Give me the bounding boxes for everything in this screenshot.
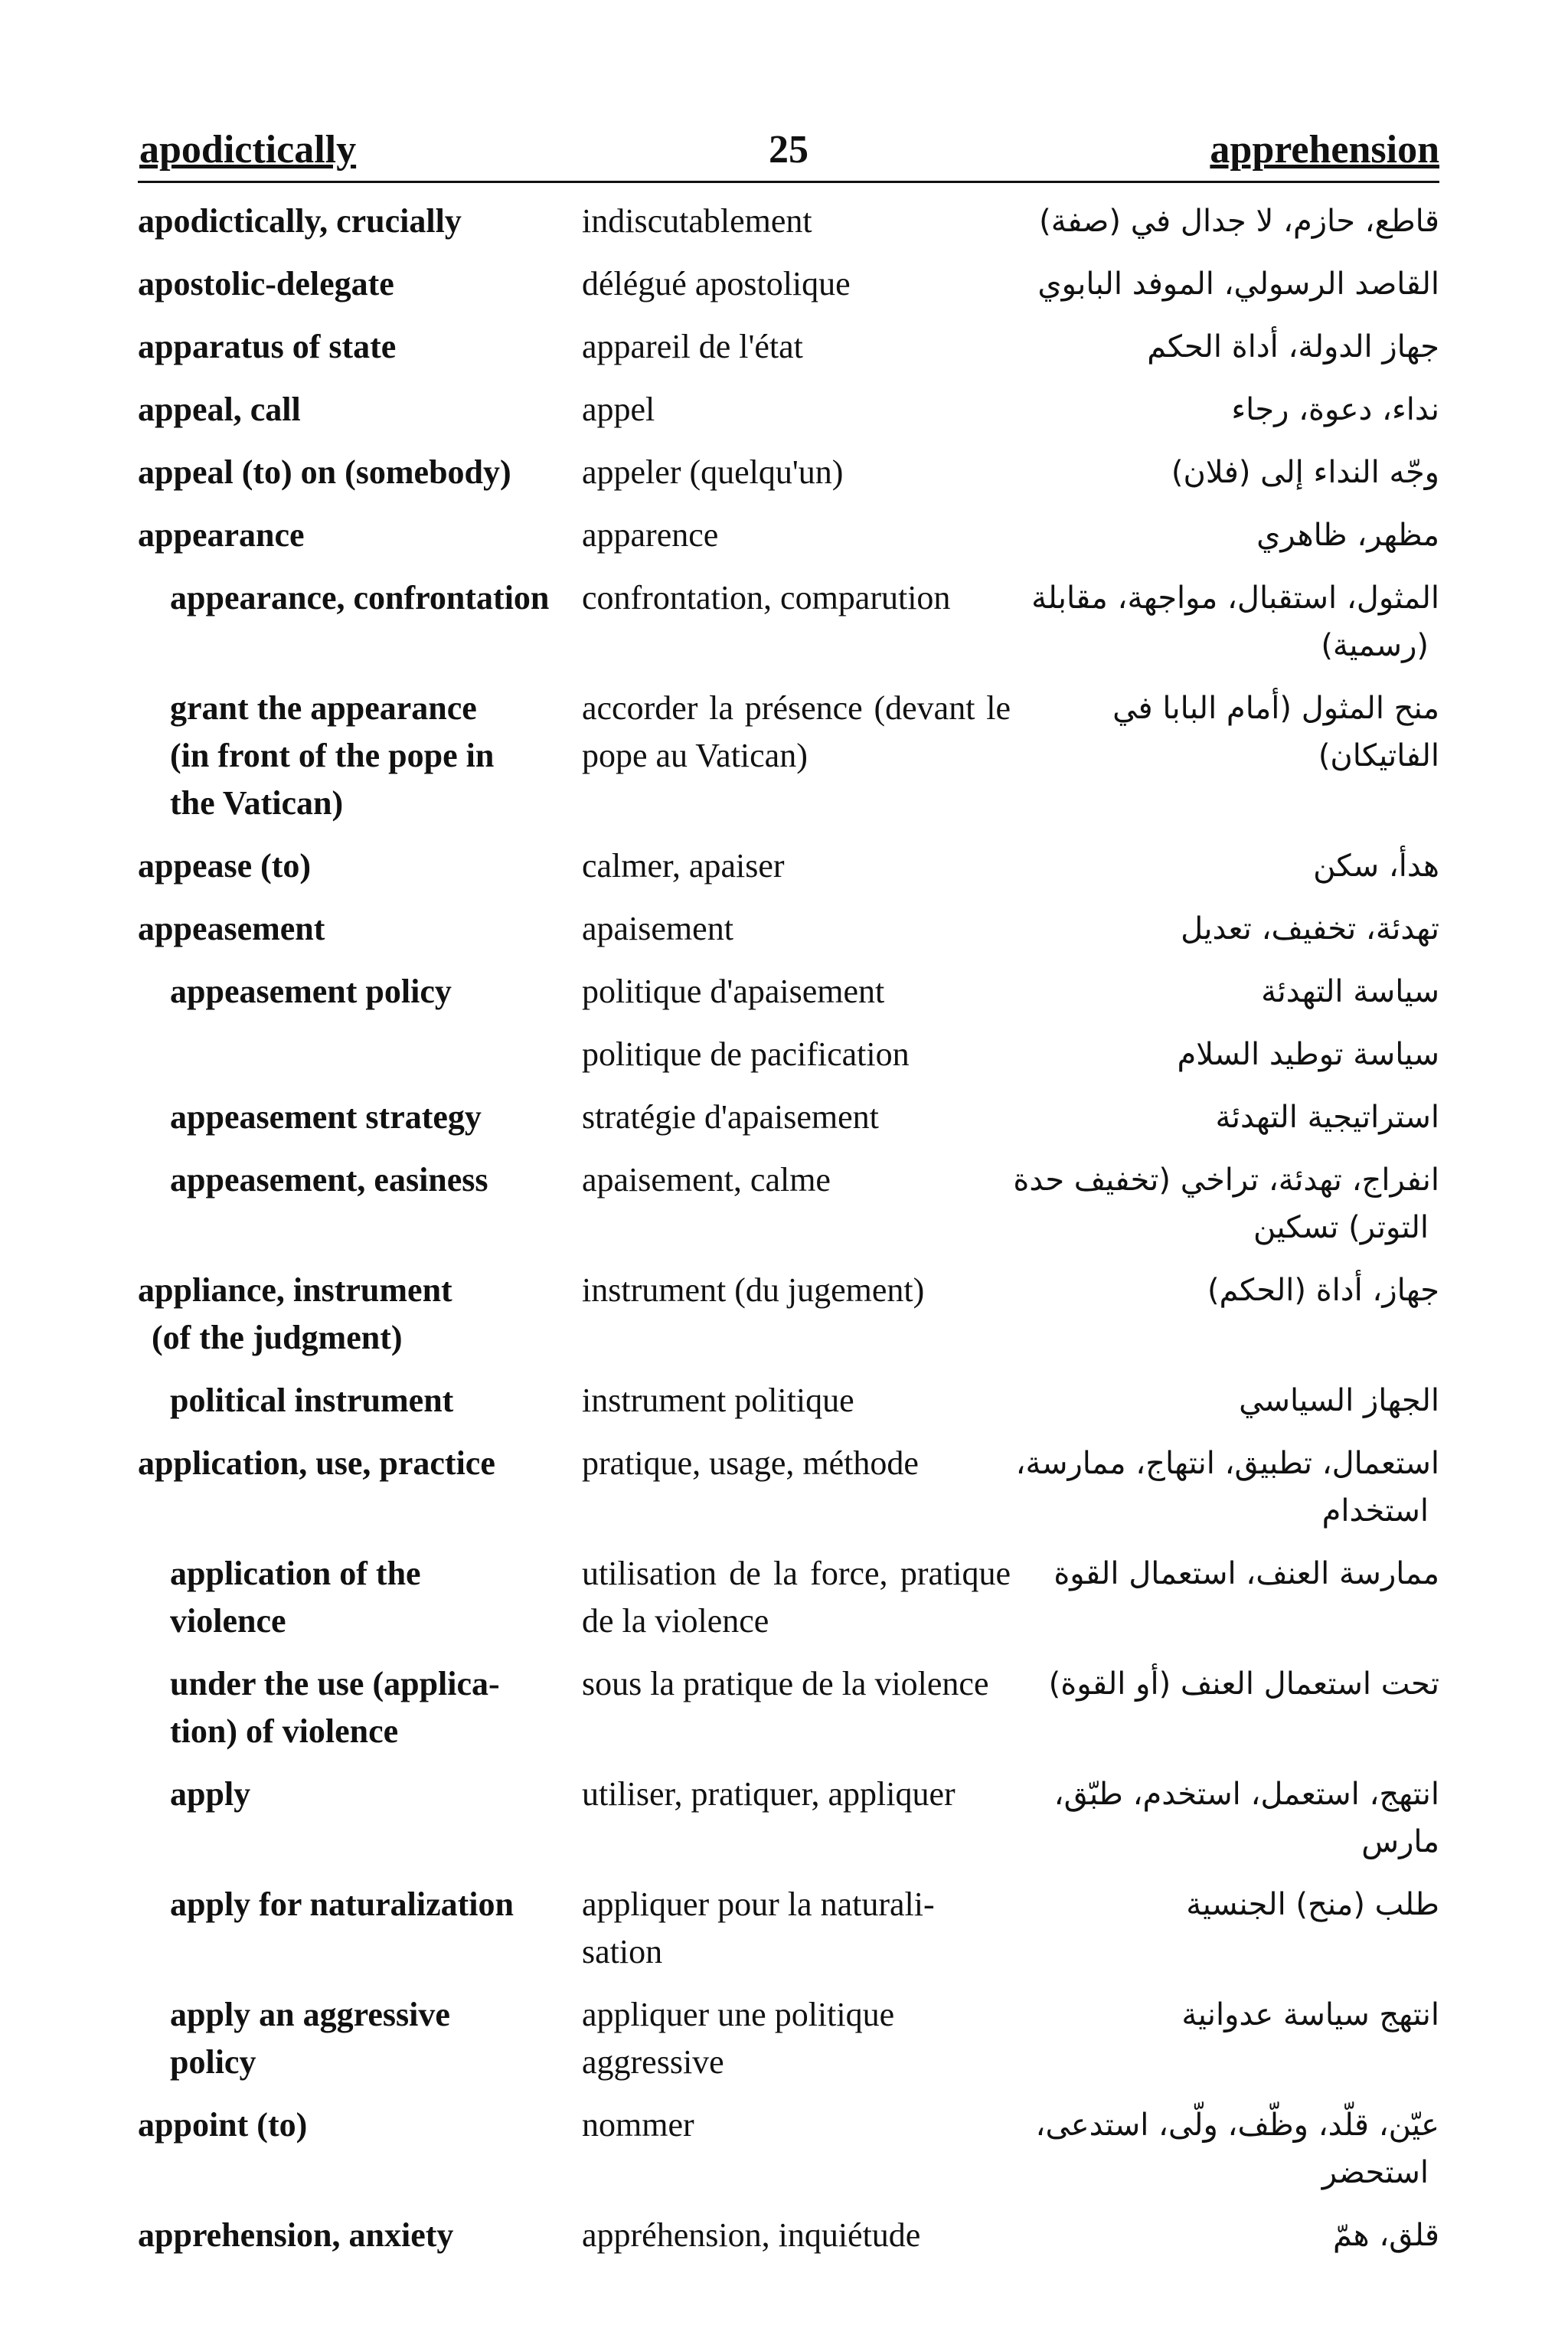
french-term: appel bbox=[582, 391, 655, 428]
entry-row bbox=[138, 2095, 1439, 2206]
arabic-term bbox=[1011, 260, 1439, 308]
english-term-line: under the use (applica- bbox=[170, 1665, 500, 1702]
arabic-term bbox=[1011, 198, 1439, 245]
arabic-term-line: مظهر، ظاهري bbox=[1256, 518, 1439, 553]
english-term-line: application, use, practice bbox=[138, 1444, 495, 1482]
arabic-term bbox=[1011, 1031, 1439, 1078]
arabic-term-line: استحضر bbox=[1321, 2155, 1429, 2190]
entry-row bbox=[138, 2206, 1439, 2268]
entry-row bbox=[138, 505, 1439, 568]
english-term bbox=[138, 1156, 582, 1204]
french-term: pratique, usage, méthode bbox=[582, 1444, 919, 1482]
french-term: confrontation, comparution bbox=[582, 579, 951, 616]
french-term: utilisation de la force, pratique de la violence bbox=[582, 1555, 1011, 1640]
english-term bbox=[138, 1660, 582, 1755]
english-term bbox=[138, 198, 582, 245]
english-term-line: tion) of violence bbox=[170, 1712, 399, 1750]
english-term-line: appeal, call bbox=[138, 391, 301, 428]
french-term: utiliser, pratiquer, appliquer bbox=[582, 1775, 956, 1813]
arabic-term-line: ممارسة العنف، استعمال القوة bbox=[1054, 1556, 1439, 1591]
english-term bbox=[138, 574, 582, 622]
arabic-term bbox=[1011, 1881, 1439, 1928]
arabic-term-line: نداء، دعوة، رجاء bbox=[1231, 392, 1439, 427]
entry-row bbox=[138, 1434, 1439, 1544]
arabic-term-line: منح المثول (أمام البابا في الفاتيكان) bbox=[1112, 691, 1439, 773]
entry-row bbox=[138, 899, 1439, 962]
arabic-term bbox=[1011, 1377, 1439, 1424]
english-term-line: appearance, confrontation bbox=[170, 579, 550, 616]
french-term: appréhension, inquiétude bbox=[582, 2216, 921, 2254]
arabic-term-line: سياسة التهدئة bbox=[1261, 974, 1439, 1009]
header-last-entry: apprehension bbox=[1210, 128, 1439, 172]
arabic-term bbox=[1011, 1550, 1439, 1598]
english-term bbox=[138, 1377, 582, 1424]
arabic-term bbox=[1011, 1156, 1439, 1251]
english-term-line: (of the judgment) bbox=[152, 1319, 403, 1356]
french-term: stratégie d'apaisement bbox=[582, 1098, 879, 1136]
arabic-term-line: القاصد الرسولي، الموفد البابوي bbox=[1037, 267, 1439, 302]
english-term bbox=[138, 260, 582, 308]
entry-row bbox=[138, 1654, 1439, 1764]
english-term bbox=[138, 512, 582, 559]
french-term: instrument politique bbox=[582, 1382, 854, 1419]
arabic-term bbox=[1011, 1991, 1439, 2039]
english-term-line: apparatus of state bbox=[138, 328, 397, 365]
arabic-term bbox=[1011, 512, 1439, 559]
entry-row bbox=[138, 443, 1439, 505]
arabic-term bbox=[1011, 323, 1439, 371]
english-term-line: appoint (to) bbox=[138, 2106, 308, 2144]
english-term-line: appeasement policy bbox=[170, 973, 452, 1010]
arabic-term-line: (رسمية) bbox=[1321, 628, 1429, 663]
arabic-term-line: سياسة توطيد السلام bbox=[1177, 1037, 1439, 1072]
arabic-term bbox=[1011, 1094, 1439, 1141]
english-term bbox=[138, 1267, 582, 1362]
arabic-term-line: انتهج، استعمل، استخدم، طبّق، مارس bbox=[1054, 1777, 1439, 1859]
french-term: apaisement bbox=[582, 910, 733, 947]
english-term-line: apply bbox=[170, 1775, 251, 1813]
french-term: appliquer pour la naturali-sation bbox=[582, 1885, 935, 1970]
english-term-line: the Vatican) bbox=[170, 784, 344, 822]
english-term-line: appeasement bbox=[138, 910, 325, 947]
entry-row bbox=[138, 1985, 1439, 2095]
arabic-term-line: قاطع، حازم، لا جدال في (صفة) bbox=[1039, 204, 1439, 239]
english-term bbox=[138, 449, 582, 496]
french-term: instrument (du jugement) bbox=[582, 1271, 925, 1309]
english-term bbox=[138, 2212, 582, 2259]
arabic-term bbox=[1011, 905, 1439, 953]
english-term-line: appeasement strategy bbox=[170, 1098, 482, 1136]
entry-row bbox=[138, 1025, 1439, 1087]
french-term: politique d'apaisement bbox=[582, 973, 885, 1010]
english-term bbox=[138, 1440, 582, 1487]
french-term: appareil de l'état bbox=[582, 328, 803, 365]
entry-row bbox=[138, 962, 1439, 1025]
arabic-term-line: جهاز الدولة، أداة الحكم bbox=[1147, 329, 1439, 365]
french-term: appeler (quelqu'un) bbox=[582, 453, 844, 491]
english-term-line: political instrument bbox=[170, 1382, 454, 1419]
english-term-line: grant the appearance bbox=[170, 689, 477, 727]
english-term bbox=[138, 968, 582, 1015]
arabic-term-line: طلب (منح) الجنسية bbox=[1186, 1887, 1439, 1922]
french-term: nommer bbox=[582, 2106, 694, 2144]
french-term: accorder la présence (devant le pope au Vatican) bbox=[582, 689, 1011, 774]
arabic-term bbox=[1011, 386, 1439, 433]
english-term-line: violence bbox=[170, 1602, 286, 1640]
english-term bbox=[138, 1991, 582, 2086]
arabic-term-line: الجهاز السياسي bbox=[1239, 1383, 1439, 1418]
english-term-line: policy bbox=[170, 2043, 256, 2081]
english-term bbox=[138, 323, 582, 371]
arabic-term-line: عيّن، قلّد، وظّف، ولّى، استدعى، bbox=[1035, 2108, 1439, 2143]
arabic-term-line: تحت استعمال العنف (أو القوة) bbox=[1048, 1666, 1439, 1702]
english-term-line: apprehension, anxiety bbox=[138, 2216, 454, 2254]
arabic-term bbox=[1011, 1440, 1439, 1535]
arabic-term bbox=[1011, 574, 1439, 669]
english-term bbox=[138, 842, 582, 890]
french-term: indiscutablement bbox=[582, 202, 812, 240]
entry-row bbox=[138, 679, 1439, 836]
entry-row bbox=[138, 1150, 1439, 1261]
english-term bbox=[138, 1550, 582, 1645]
arabic-term bbox=[1011, 2212, 1439, 2259]
english-term-line: appliance, instrument bbox=[138, 1271, 452, 1309]
english-term bbox=[138, 905, 582, 953]
french-term: appliquer une politique aggressive bbox=[582, 1996, 895, 2081]
french-term: délégué apostolique bbox=[582, 265, 851, 303]
french-term: apparence bbox=[582, 516, 719, 554]
page-number: 25 bbox=[769, 128, 808, 172]
arabic-term bbox=[1011, 685, 1439, 780]
arabic-term-line: استعمال، تطبيق، انتهاج، ممارسة، bbox=[1015, 1446, 1439, 1481]
arabic-term-line: وجّه النداء إلى (فلان) bbox=[1171, 455, 1439, 490]
english-term-line: appeal (to) on (somebody) bbox=[138, 453, 511, 491]
entry-row bbox=[138, 1371, 1439, 1434]
arabic-term-line: انتهج سياسة عدوانية bbox=[1181, 1997, 1439, 2032]
arabic-term bbox=[1011, 449, 1439, 496]
arabic-term bbox=[1011, 1660, 1439, 1708]
arabic-term-line: انفراج، تهدئة، تراخي (تخفيف حدة bbox=[1013, 1163, 1439, 1198]
arabic-term bbox=[1011, 968, 1439, 1015]
entry-row bbox=[138, 1261, 1439, 1371]
english-term-line: apodictically, crucially bbox=[138, 202, 462, 240]
english-term-line: apostolic-delegate bbox=[138, 265, 394, 303]
french-term: apaisement, calme bbox=[582, 1161, 831, 1199]
entry-row bbox=[138, 836, 1439, 899]
arabic-term bbox=[1011, 1771, 1439, 1866]
arabic-term bbox=[1011, 1267, 1439, 1314]
arabic-term-line: استخدام bbox=[1321, 1493, 1429, 1529]
arabic-term-line: هدأ، سكن bbox=[1313, 849, 1439, 884]
english-term-line: (in front of the pope in bbox=[170, 737, 495, 774]
english-term-line: apply for naturalization bbox=[170, 1885, 514, 1923]
english-term-line: appease (to) bbox=[138, 847, 312, 885]
english-term-line: application of the bbox=[170, 1555, 421, 1592]
entry-row bbox=[138, 317, 1439, 380]
entry-row bbox=[138, 191, 1439, 254]
entry-row bbox=[138, 1875, 1439, 1985]
arabic-term-line: تهدئة، تخفيف، تعديل bbox=[1181, 911, 1439, 947]
english-term bbox=[138, 2101, 582, 2149]
arabic-term-line: استراتيجية التهدئة bbox=[1215, 1100, 1439, 1135]
english-term bbox=[138, 685, 582, 827]
entry-list bbox=[138, 191, 1439, 2268]
arabic-term-line: التوتر) تسكين bbox=[1253, 1210, 1429, 1245]
arabic-term-line: قلق، همّ bbox=[1332, 2218, 1439, 2253]
english-term-line: apply an aggressive bbox=[170, 1996, 450, 2033]
entry-row bbox=[138, 1544, 1439, 1654]
entry-row bbox=[138, 568, 1439, 679]
arabic-term bbox=[1011, 2101, 1439, 2196]
entry-row bbox=[138, 380, 1439, 443]
english-term bbox=[138, 386, 582, 433]
english-term-line: appeasement, easiness bbox=[170, 1161, 488, 1199]
arabic-term-line: جهاز، أداة (الحكم) bbox=[1207, 1273, 1439, 1308]
page-header bbox=[138, 119, 1439, 183]
entry-row bbox=[138, 254, 1439, 317]
entry-row bbox=[138, 1764, 1439, 1875]
arabic-term-line: المثول، استقبال، مواجهة، مقابلة bbox=[1031, 580, 1439, 616]
arabic-term bbox=[1011, 842, 1439, 890]
english-term bbox=[138, 1881, 582, 1928]
english-term bbox=[138, 1771, 582, 1818]
english-term-line: appearance bbox=[138, 516, 305, 554]
french-term: sous la pratique de la violence bbox=[582, 1665, 989, 1702]
english-term bbox=[138, 1094, 582, 1141]
header-first-entry: apodictically bbox=[139, 128, 357, 172]
french-term: politique de pacification bbox=[582, 1035, 910, 1073]
french-term: calmer, apaiser bbox=[582, 847, 785, 885]
entry-row bbox=[138, 1087, 1439, 1150]
